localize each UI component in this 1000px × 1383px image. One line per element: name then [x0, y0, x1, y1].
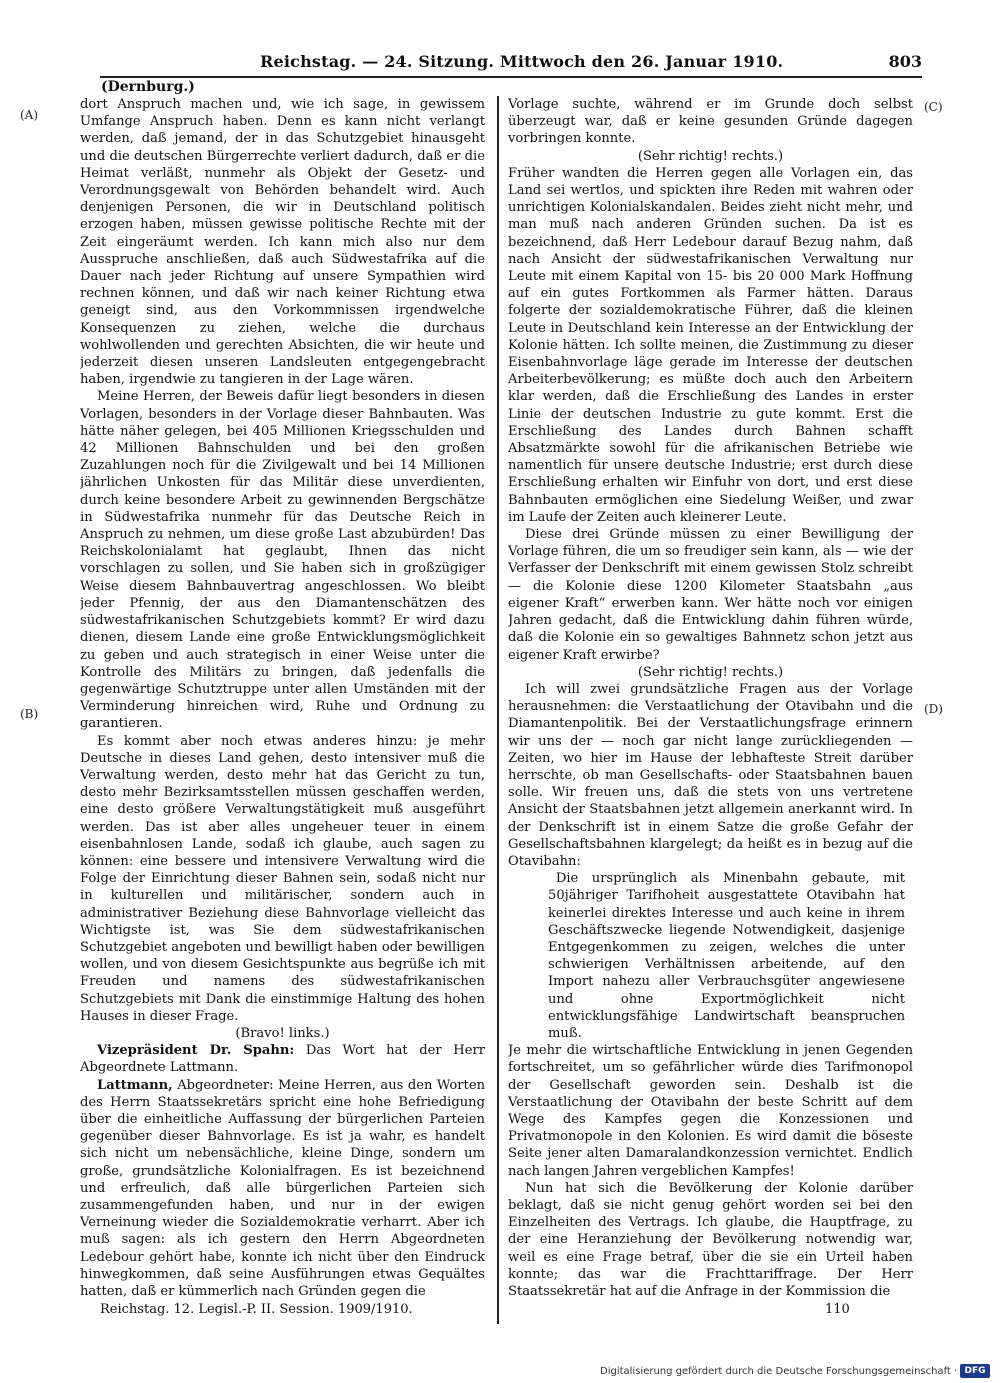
paragraph: Ich will zwei grundsätzliche Fragen aus der Vorlage herausnehmen: die Verstaatlichung der Otavibahn und die Diamantenpolitik. Bei der Verstaatlichungsfrage erinnern wir uns der — noch gar nicht lange zurückliegenden — Zeiten, wo hier im Hause der lebhafteste Streit darüber herrschte, ob man Gesellschafts- oder Staatsbahnen bauen solle. Wir freuen uns, daß die stets von uns vertretene Ansicht der Staatsbahnen jetzt allgemein anerkannt wird. In der Denkschrift ist in einem Satze die große Gefahr der Gesellschaftsbahnen klargelegt; da heißt es in bezug auf die Otavibahn:	[508, 681, 913, 869]
speaker-reference: (Dernburg.)	[101, 79, 195, 95]
speaker-name: Lattmann,	[97, 1077, 173, 1093]
applause-note: (Sehr richtig! rechts.)	[637, 148, 784, 164]
paragraph	[80, 1042, 485, 1076]
digitization-credit: Digitalisierung gefördert durch die Deutsche Forschungsgemeinschaft ·	[600, 1366, 958, 1377]
paragraph	[80, 1077, 485, 1298]
footer-session: Reichstag. 12. Legisl.-P. II. Session. 1909/1910.	[100, 1302, 413, 1317]
paragraph: Vorlage suchte, während er im Grunde doch selbst überzeugt war, daß er keine gesunden Gründe dagegen vorbringen konnte.	[508, 97, 913, 147]
margin-marker-d: (D)	[924, 702, 943, 716]
column-divider	[497, 96, 499, 1324]
speaker-name: Vizepräsident Dr. Spahn:	[97, 1043, 295, 1059]
applause-note: (Bravo! links.)	[235, 1025, 330, 1041]
page-header	[100, 50, 922, 78]
margin-marker-c: (C)	[924, 100, 943, 114]
paragraph: Es kommt aber noch etwas anderes hinzu: je mehr Deutsche in dieses Land gehen, desto intensiver muß die Verwaltung werden, desto mehr hat das Gericht zu tun, desto mehr Bezirksamtsstellen müssen geschaffen werden, eine desto größere Verwaltungstätigkeit muß ausgeführt werden. Das ist aber alles ungeheuer teuer in einem eisenbahnlosen Lande, sodaß ich glaube, auch sagen zu können: eine bessere und intensivere Verwaltung wird die Folge der Einrichtung dieser Bahnen sein, sodaß nicht nur in kulturellen und militärischer, sondern auch in administrativer Beziehung diese Bahnvorlage vielleicht das Wichtigste ist, was Sie dem südwestafrikanischen Schutzgebiet angeboten und bewilligt haben oder bewilligen wollen, und von diesem Gesichtspunkte aus begrüße ich mit Freuden und namens des südwestafrikanischen Schutzgebiets mit Dank die einstimmige Haltung des hohen Hauses in dieser Frage.	[80, 733, 485, 1024]
right-column	[508, 96, 913, 1298]
footer-sheet-number: 110	[825, 1302, 850, 1317]
margin-marker-a: (A)	[20, 108, 39, 122]
paragraph: Nun hat sich die Bevölkerung der Kolonie darüber beklagt, daß sie nicht genug gehört worden sei bei den Einzelheiten des Vertrags. Ich glaube, die Hauptfrage, zu der eine Heranziehung der Bevölkerung notwendig war, weil es eine Frage betraf, über die sie ein Urteil haben konnte; das war die Frachttariffrage. Der Herr Staatssekretär hat auf die Anfrage in der Kommission die	[508, 1180, 913, 1298]
block-quote: Die ursprünglich als Minenbahn gebaute, mit 50jähriger Tarifhoheit ausgestattete Otavibahn hat keinerlei direktes Interesse und auch keine in ihrem Geschäftszwecke liegende Notwendigkeit, dasjenige Entgegenkommen zu zeigen, welches die unter schwierigen Verhältnissen arbeitende, auf den Import nahezu aller Verbrauchsgüter angewiesene und ohne Exportmöglichkeit nicht entwicklungsfähige Landwirtschaft beanspruchen muß.	[548, 871, 905, 1041]
speech-text: Das Wort hat der Herr Abgeordnete Lattmann.	[80, 1043, 485, 1076]
left-column	[80, 96, 485, 1298]
header-title: Reichstag. — 24. Sitzung. Mittwoch den 26. Januar 1910.	[260, 52, 784, 71]
paragraph: Meine Herren, der Beweis dafür liegt besonders in diesen Vorlagen, besonders in der Vorlage dieser Bahnbauten. Was hätte näher gelegen, bei 405 Millionen Kriegsschulden und 42 Millionen Bahnschulden und bei den großen Zuzahlungen noch für die Zivilgewalt und bei 14 Millionen jährlichen Unkosten für das Militär diese unverdienten, durch keine besondere Arbeit zu gewinnenden Bergschätze in Südwestafrika nunmehr für das Deutsche Reich in Anspruch zu nehmen, um diese große Last abzubürden! Das Reichskolonialamt hat geglaubt, Ihnen das nicht vorschlagen zu sollen, und Sie haben sich in großzügiger Weise diesem Bahnbauvertrag angeschlossen. Wo bleibt jeder Pfennig, der aus den Diamantenschätzen des südwestafrikanischen Schutzgebiets kommt? Er wird dazu dienen, diesem Lande eine große Entwicklungsmöglichkeit zu geben und auch strategisch in einer Weise unter die Kontrolle des Militärs zu bringen, daß jedenfalls die gegenwärtige Schutztruppe unter allen Umständen mit der Verminderung hinreichen wird, Ruhe und Ordnung zu garantieren.	[80, 389, 485, 732]
paragraph: Diese drei Gründe müssen zu einer Bewilligung der Vorlage führen, die um so freudiger sein kann, als — wie der Verfasser der Denkschrift mit einem gewissen Stolz schreibt — die Kolonie diese 1200 Kilometer Staatsbahn „aus eigener Kraft“ erwerben kann. Wer hätte noch vor einigen Jahren gedacht, daß die Entwicklung dahin führen würde, daß die Kolonie ein so gewaltiges Bahnnetz schon jetzt aus eigener Kraft erwirbe?	[508, 527, 913, 663]
applause-note: (Sehr richtig! rechts.)	[637, 664, 784, 680]
page-number: 803	[888, 52, 922, 71]
paragraph: Früher wandten die Herren gegen alle Vorlagen ein, das Land sei wertlos, und spickten ihre Reden mit wahren oder unrichtigen Kolonialskandalen. Beides zieht nicht mehr, und man muß nach anderen Gründen suchen. Da ist es bezeichnend, daß Herr Ledebour darauf Bezug nahm, daß nach Ansicht der südwestafrikanischen Verwaltung nur Leute mit einem Kapital von 15- bis 20 000 Mark Hoffnung auf ein gutes Fortkommen als Farmer hätten. Daraus folgerte der sozialdemokratische Führer, daß die kleinen Leute in Deutschland kein Interesse an der Entwicklung der Kolonie hätten. Ich sollte meinen, die Zustimmung zu dieser Eisenbahnvorlage läge gerade im Interesse der deutschen Arbeiterbevölkerung; es müßte doch auch den Arbeitern klar werden, daß die Erschließung des Landes in erster Linie der deutschen Industrie zu gute kommt. Erst die Erschließung des Landes durch Bahnen schafft Absatzmärkte sowohl für die afrikanischen Betriebe wie namentlich für unsere deutsche Industrie; erst durch diese Erschließung erhalten wir Einfuhr von dort, und erst diese Bahnbauten ermöglichen eine Siedelung Weißer, und zwar im Laufe der Zeiten auch kleinerer Leute.	[508, 165, 913, 525]
margin-marker-b: (B)	[20, 707, 39, 721]
dfg-logo-icon: DFG	[960, 1364, 990, 1378]
speech-text: Abgeordneter: Meine Herren, aus den Worten des Herrn Staatssekretärs spricht eine hohe Befriedigung über die einheitliche Auffassung der bürgerlichen Parteien gegenüber dieser Bahnvorlage. Es ist ja wahr, es handelt sich nicht um nebensächliche, kleine Dinge, sondern um große, grundsätzliche Kolonialfragen. Es ist bezeichnend und erfreulich, daß alle bürgerlichen Parteien sich zusammengefunden haben, und nur in der ewigen Verneinung wieder die Sozialdemokratie verharrt. Aber ich muß sagen: als ich gestern den Herrn Abgeordneten Ledebour gehört habe, konnte ich nicht über den Eindruck hinwegkommen, daß seine Ausführungen etwas Gequältes hatten, daß er kümmerlich nach Gründen gegen die	[80, 1077, 485, 1298]
paragraph: dort Anspruch machen und, wie ich sage, in gewissem Umfange Anspruch haben. Denn es kann nicht verlangt werden, daß jemand, der in das Schutzgebiet hinausgeht und die deutschen Bürgerrechte verliert dadurch, daß er die Heimat verläßt, nunmehr als Objekt der Gesetz- und Verordnungsgewalt von Behörden behandelt wird. Auch denjenigen Personen, die wir in Deutschland politisch erzogen haben, müssen gewisse politische Rechte mit der Zeit eingeräumt werden. Ich kann mich also nur dem Ausspruche anschließen, daß auch Südwestafrika auf die Dauer nach jeder Richtung auf unsere Sympathien wird rechnen können, und daß wir nach keiner Richtung etwa geneigt sind, aus den Vorkommnissen irgendwelche Konsequenzen zu ziehen, welche die durchaus wohlwollenden und gerechten Absichten, die wir heute und jederzeit diesen unseren Landsleuten entgegengebracht haben, irgendwie zu tangieren in der Lage wären.	[80, 97, 485, 388]
paragraph: Je mehr die wirtschaftliche Entwicklung in jenen Gegenden fortschreitet, um so gefährlicher würde dies Tarifmonopol der Gesellschaft geworden sein. Deshalb ist die Verstaatlichung der Otavibahn der beste Schritt auf dem Wege des Kampfes gegen die Konzessionen und Privatmonopole in den Kolonien. Es wird damit die böseste Seite jener alten Damaralandkonzession vernichtet. Endlich nach langen Jahren vergeblichen Kampfes!	[508, 1043, 913, 1179]
